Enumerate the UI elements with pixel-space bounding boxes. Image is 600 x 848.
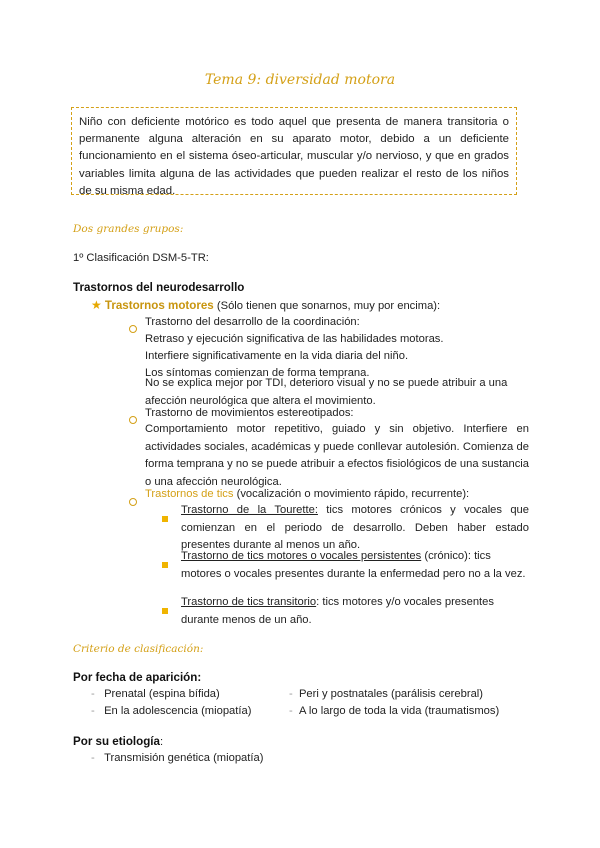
list-item-text: A lo largo de toda la vida (traumatismos) [298, 705, 500, 717]
coordination-line: Retraso y ejecución significativa de las habilidades motoras. [145, 333, 444, 345]
motor-label: Trastornos motores [104, 299, 214, 312]
dash-icon: - [289, 705, 293, 717]
coordination-line: Los síntomas comienzan de forma temprana. [145, 367, 370, 379]
groups-heading: Dos grandes grupos: [73, 223, 184, 235]
tic-item [181, 502, 529, 555]
tic-name: Trastorno de tics transitorio [181, 596, 317, 608]
tic-name: Trastorno de tics motores o vocales persistentes [181, 550, 422, 562]
list-item [289, 686, 483, 704]
etiology-label: Por su etiología [73, 735, 160, 748]
page-title: Tema 9: diversidad motora [204, 72, 396, 88]
by-date-heading: Por fecha de aparición: [73, 671, 202, 684]
tic-name: Trastorno de la Tourette: [181, 504, 318, 516]
criteria-heading: Criterio de clasificación: [73, 643, 204, 655]
list-item-text: Prenatal (espina bífida) [104, 688, 220, 700]
tics-note: (vocalización o movimiento rápido, recurrente): [236, 488, 470, 500]
stereotyped-text: Comportamiento motor repetitivo, guiado y sin objetivo. Interfiere en actividades sociales, académicas y puede conllevar autolesión. Comienza de forma temprana y no se puede atribuir a efectos fisiológicos de una sustancia o una afección neurológica. [145, 423, 529, 488]
etiology-heading [73, 733, 163, 752]
list-item [91, 750, 263, 768]
square-bullet-icon [162, 555, 168, 573]
list-item [91, 686, 220, 704]
coordination-line: Interfiere significativamente en la vida diaria del niño. [145, 350, 409, 362]
list-item [289, 703, 499, 721]
square-bullet-icon [162, 601, 168, 619]
tic-text: : tics motores y/o vocales presentes durante menos de un año. [181, 596, 494, 626]
circle-bullet-icon [129, 320, 137, 338]
circle-bullet-icon [129, 411, 137, 429]
dash-icon: - [91, 688, 95, 700]
star-icon: ★ [91, 298, 102, 312]
circle-bullet-icon [129, 493, 137, 511]
stereotyped-label: Trastorno de movimientos estereotipados: [145, 407, 354, 419]
coordination-line: No se explica mejor por TDI, deterioro visual y no se puede atribuir a una afección neurológica que altera el movimiento. [145, 377, 508, 407]
list-item-text: Peri y postnatales (parálisis cerebral) [298, 688, 484, 700]
list-item-text: Transmisión genética (miopatía) [104, 752, 264, 764]
tic-text: tics motores crónicos y vocales que comienzan en el periodo de desarrollo. Deben haber estado presentes durante al menos un año. [181, 504, 530, 551]
square-bullet-icon [162, 509, 168, 527]
dash-icon: - [289, 688, 293, 700]
list-item [91, 703, 251, 721]
dash-icon: - [91, 752, 95, 764]
tics-item [145, 486, 469, 504]
tic-item [181, 594, 529, 629]
etiology-colon: : [159, 736, 164, 748]
neuro-heading: Trastornos del neurodesarrollo [73, 281, 245, 294]
motor-item [91, 297, 440, 316]
intro-box: Niño con deficiente motórico es todo aquel que presenta de manera transitoria o permanente alguna alteración en su aparato motor, debido a un deficiente funcionamiento en el sistema óseo-articular, muscular y/o nervioso, y que en grados variables limita alguna de las actividades que pueden realizar el resto de los niños de su misma edad. [71, 107, 517, 195]
list-item-text: En la adolescencia (miopatía) [104, 705, 252, 717]
coordination-label: Trastorno del desarrollo de la coordinación: [145, 316, 360, 328]
tic-item [181, 548, 529, 583]
tics-label: Trastornos de tics [145, 488, 234, 500]
dash-icon: - [91, 705, 95, 717]
classification-heading: 1º Clasificación DSM-5-TR: [73, 252, 209, 264]
tic-text: (crónico): tics motores o vocales presentes durante la enfermedad pero no a la vez. [181, 550, 526, 580]
motor-note: (Sólo tienen que sonarnos, muy por encima): [216, 300, 441, 312]
